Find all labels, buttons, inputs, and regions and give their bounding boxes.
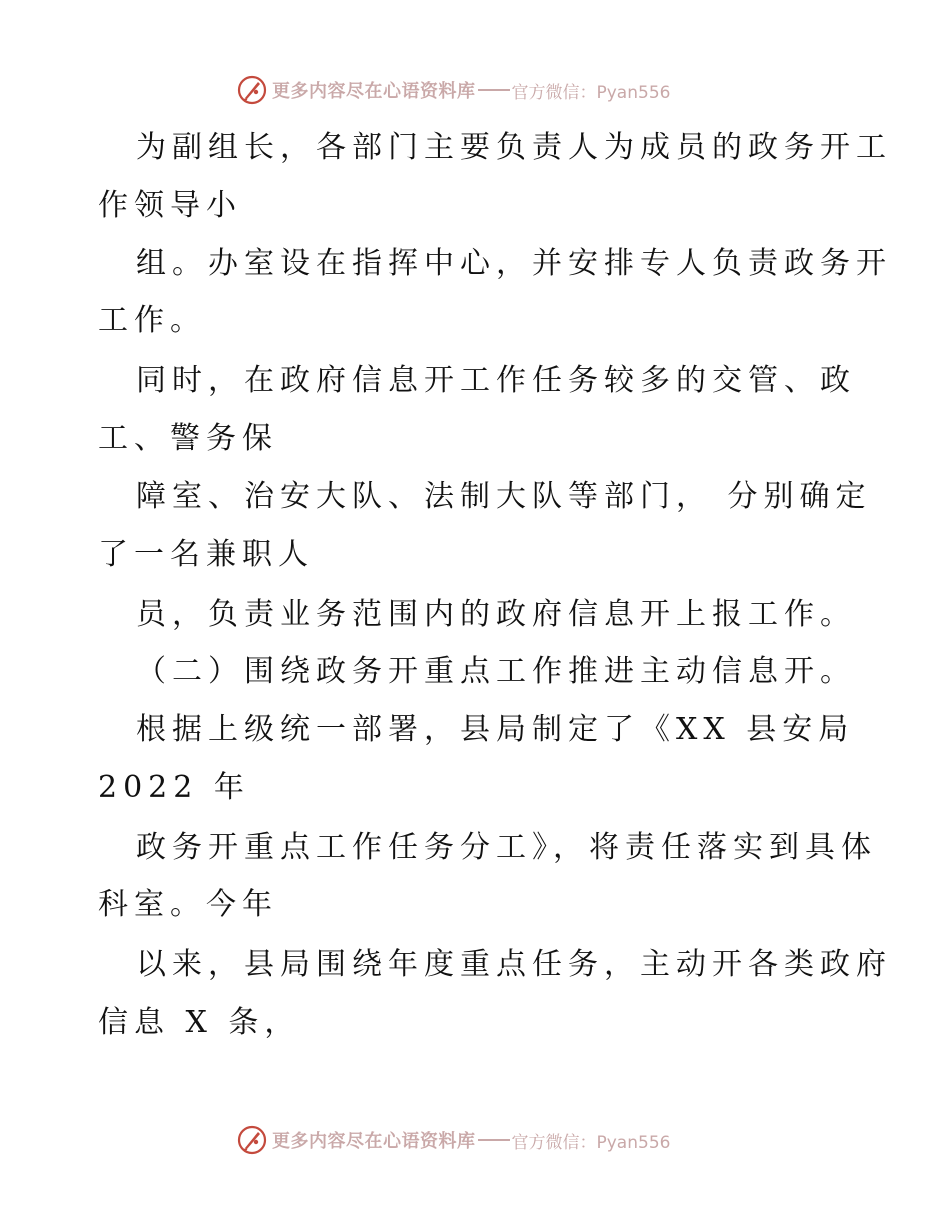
body-line: 工、警务保: [98, 421, 278, 456]
watermark-title: 更多内容尽在心语资料库: [272, 1131, 476, 1152]
body-line: 同时，在政府信息开工作任务较多的交管、政: [136, 363, 856, 398]
body-line: 工作。: [98, 303, 206, 338]
body-line: 作领导小: [98, 188, 242, 223]
body-line: 信息 X 条，: [98, 1005, 301, 1040]
watermark-dash: [478, 89, 510, 91]
watermark-dash: [478, 1139, 510, 1141]
body-line: 员，负责业务范围内的政府信息开上报工作。: [136, 597, 856, 632]
footer-watermark: [236, 1123, 756, 1157]
body-line: 为副组长，各部门主要负责人为成员的政务开工: [136, 130, 892, 165]
watermark-wechat: 官方微信：Pyan556: [511, 82, 671, 103]
body-line: 障室、治安大队、法制大队等部门， 分别确定: [136, 479, 872, 514]
body-line: 根据上级统一部署，县局制定了《XX 县安局: [136, 712, 855, 747]
body-line: 了一名兼职人: [98, 537, 314, 572]
body-line: 2022 年: [98, 770, 250, 805]
watermark-title: 更多内容尽在心语资料库: [272, 81, 476, 102]
body-line: 科室。今年: [98, 887, 278, 922]
header-watermark: [236, 73, 756, 107]
body-line: 政务开重点工作任务分工》，将责任落实到具体: [136, 830, 877, 865]
quill-logo-icon: [236, 74, 268, 106]
section-heading: （二）围绕政务开重点工作推进主动信息开。: [136, 654, 856, 689]
body-line: 以来，县局围绕年度重点任务，主动开各类政府: [136, 947, 892, 982]
watermark-wechat: 官方微信：Pyan556: [511, 1132, 671, 1153]
body-line: 组。办室设在指挥中心，并安排专人负责政务开: [136, 246, 892, 281]
quill-logo-icon: [236, 1124, 268, 1156]
